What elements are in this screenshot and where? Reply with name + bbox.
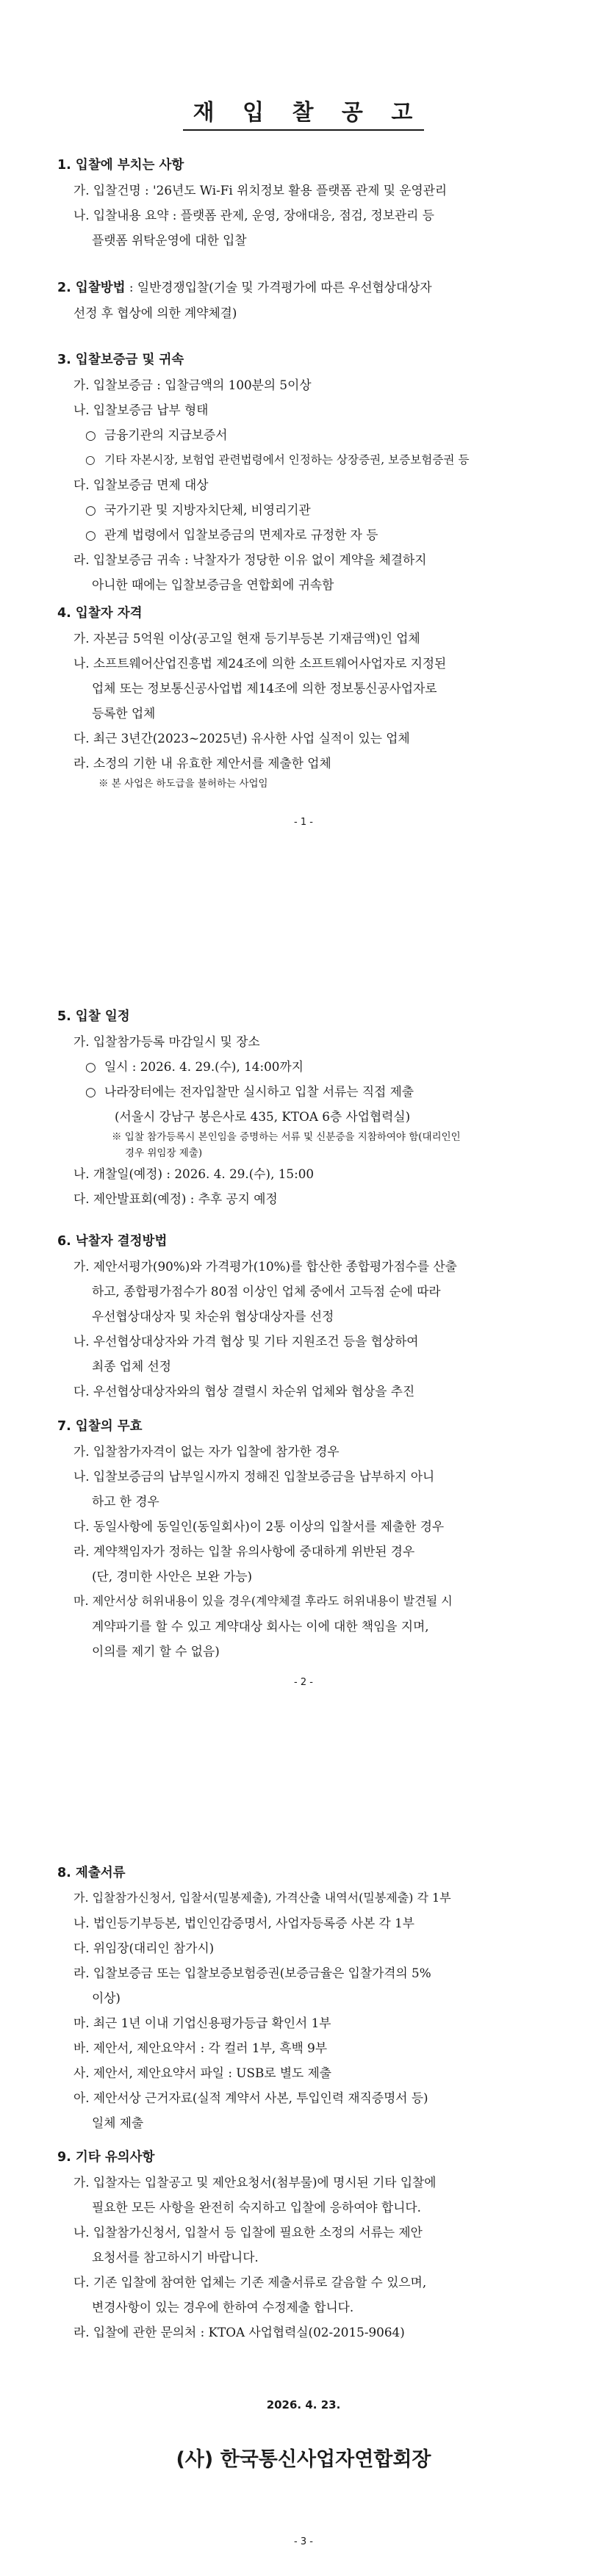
- s5-item-a: 가. 입찰참가등록 마감일시 및 장소: [73, 1034, 260, 1049]
- s9-item-b-cont: 요청서를 참고하시기 바랍니다.: [92, 2250, 259, 2265]
- page-number: - 2 -: [294, 1677, 313, 1688]
- s5-item-c: 다. 제안발표회(예정) : 추후 공지 예정: [73, 1191, 278, 1206]
- section-6: [57, 1229, 572, 1404]
- s3-b1-text: 금융기관의 지급보증서: [104, 427, 228, 442]
- s3-item-c2: [57, 522, 572, 547]
- s5-item-a2-cont: (서울시 강남구 봉은사로 435, KTOA 6층 사업협력실): [115, 1109, 411, 1124]
- circle-bullet-icon: ○: [85, 1059, 96, 1074]
- s2-text: : 일반경쟁입찰(기술 및 가격평가에 따른 우선협상대상자: [125, 280, 432, 295]
- section-3-heading: 3. 입찰보증금 및 귀속: [57, 353, 184, 367]
- s7-item-c: 다. 동일사항에 동일인(동일회사)이 2통 이상의 입찰서를 제출한 경우: [73, 1519, 445, 1534]
- s1-item-a: 가. 입찰건명 : '26년도 Wi-Fi 위치정보 활용 플랫폼 관제 및 운영관리: [73, 183, 448, 198]
- s5-item-b: 나. 개찰일(예정) : 2026. 4. 29.(수), 15:00: [73, 1166, 315, 1181]
- s6-item-a: 가. 제안서평가(90%)와 가격평가(10%)를 합산한 종합평가점수를 산출: [73, 1259, 457, 1274]
- s8-item-h-cont: 일체 제출: [92, 2115, 144, 2130]
- s7-item-d: 라. 계약책임자가 정하는 입찰 유의사항에 중대하게 위반된 경우: [73, 1544, 415, 1559]
- s6-item-c: 다. 우선협상대상자와의 협상 결렬시 차순위 업체와 협상을 추진: [73, 1384, 415, 1399]
- circle-bullet-icon: ○: [85, 527, 96, 542]
- s5-item-a1: [57, 1054, 572, 1079]
- s9-item-d: 라. 입찰에 관한 문의처 : KTOA 사업협력실(02-2015-9064): [73, 2325, 405, 2339]
- s4-item-c: 다. 최근 3년간(2023~2025년) 유사한 사업 실적이 있는 업체: [73, 731, 410, 746]
- s5-note-1: ※ 입찰 참가등록시 본인임을 증명하는 서류 및 신분증을 지참하여야 함(대리인인: [112, 1131, 461, 1143]
- s8-item-a: 가. 입찰참가신청서, 입찰서(밀봉제출), 가격산출 내역서(밀봉제출) 각 1부: [73, 1891, 451, 1905]
- s6-item-a-cont2: 우선협상대상자 및 차순위 협상대상자를 선정: [92, 1309, 334, 1324]
- section-9: [57, 2145, 572, 2345]
- s3-item-c: 다. 입찰보증금 면제 대상: [73, 477, 209, 492]
- s9-item-c: 다. 기존 입찰에 참여한 업체는 기존 제출서류로 갈음할 수 있으며,: [73, 2275, 427, 2290]
- section-7: [57, 1414, 572, 1664]
- s4-item-b: 나. 소프트웨어산업진흥법 제24조에 의한 소프트웨어사업자로 지정된: [73, 656, 447, 671]
- circle-bullet-icon: ○: [85, 427, 96, 442]
- s3-item-b1: [57, 422, 572, 447]
- s7-item-e: 마. 제안서상 허위내용이 있을 경우(계약체결 후라도 허위내용이 발견될 시: [73, 1594, 453, 1608]
- s6-item-b-cont: 최종 업체 선정: [92, 1359, 171, 1374]
- section-5: [57, 1004, 572, 1211]
- s8-item-c: 다. 위임장(대리인 참가시): [73, 1941, 215, 1955]
- s7-item-e-cont2: 이의를 제기 할 수 없음): [92, 1644, 220, 1659]
- section-3: [57, 347, 572, 597]
- s3-item-c1: [57, 497, 572, 522]
- section-2: [57, 275, 572, 325]
- s8-item-d-cont: 이상): [92, 1991, 121, 2005]
- s7-item-b-cont: 하고 한 경우: [92, 1494, 159, 1509]
- s2-cont: 선정 후 협상에 의한 계약체결): [73, 306, 237, 320]
- section-4: [57, 601, 572, 792]
- circle-bullet-icon: ○: [85, 502, 96, 517]
- s3-b2-text: 기타 자본시장, 보험업 관련법령에서 인정하는 상장증권, 보증보험증권 등: [104, 453, 470, 466]
- s9-item-b: 나. 입찰참가신청서, 입찰서 등 입찰에 필요한 소정의 서류는 제안: [73, 2225, 423, 2240]
- s1-item-b: 나. 입찰내용 요약 : 플랫폼 관제, 운영, 장애대응, 점검, 정보관리 등: [73, 208, 434, 223]
- s8-item-e: 마. 최근 1년 이내 기업신용평가등급 확인서 1부: [73, 2016, 331, 2030]
- s9-item-a-cont1: 필요한 모든 사항을 완전히 숙지하고 입찰에 응하여야 합니다.: [92, 2200, 421, 2215]
- s3-item-b: 나. 입찰보증금 납부 형태: [73, 403, 209, 417]
- s4-item-b-cont1: 업체 또는 정보통신공사업법 제14조에 의한 정보통신공사업자로: [92, 681, 437, 696]
- s5-item-a2: [57, 1079, 572, 1104]
- section-2-heading: 2. 입찰방법: [57, 281, 126, 295]
- section-5-heading: 5. 입찰 일정: [57, 1009, 130, 1024]
- document-title: 재 입 찰 공 고: [0, 94, 607, 131]
- s5-a2-text: 나라장터에는 전자입찰만 실시하고 입찰 서류는 직접 제출: [104, 1084, 414, 1099]
- s9-item-c-cont: 변경사항이 있는 경우에 한하여 수정제출 합니다.: [92, 2300, 354, 2315]
- s7-item-a: 가. 입찰참가자격이 없는 자가 입찰에 참가한 경우: [73, 1444, 340, 1459]
- page-number: - 3 -: [294, 2536, 313, 2547]
- s8-item-f: 바. 제안서, 제안요약서 : 각 컬러 1부, 흑백 9부: [73, 2041, 328, 2055]
- s3-item-d-cont: 아니한 때에는 입찰보증금을 연합회에 귀속함: [92, 577, 334, 592]
- s2-line: [57, 275, 572, 300]
- circle-bullet-icon: ○: [85, 1084, 96, 1099]
- page-number: - 1 -: [294, 817, 313, 828]
- s5-note-2: 경우 위임장 제출): [125, 1147, 203, 1159]
- s3-c2-text: 관계 법령에서 입찰보증금의 면제자로 규정한 자 등: [104, 527, 378, 542]
- s6-item-a-cont1: 하고, 종합평가점수가 80점 이상인 업체 중에서 고득점 순에 따라: [92, 1284, 441, 1299]
- section-1-heading: 1. 입찰에 부치는 사항: [57, 158, 184, 173]
- section-1: [57, 153, 572, 253]
- s8-item-d: 라. 입찰보증금 또는 입찰보증보험증권(보증금율은 입찰가격의 5%: [73, 1966, 431, 1980]
- s5-a1-text: 일시 : 2026. 4. 29.(수), 14:00까지: [104, 1059, 304, 1074]
- s4-item-b-cont2: 등록한 업체: [92, 706, 156, 721]
- section-7-heading: 7. 입찰의 무효: [57, 1419, 143, 1434]
- s6-item-b: 나. 우선협상대상자와 가격 협상 및 기타 지원조건 등을 협상하여: [73, 1334, 419, 1349]
- s3-c1-text: 국가기관 및 지방자치단체, 비영리기관: [104, 502, 311, 517]
- s7-item-b: 나. 입찰보증금의 납부일시까지 정해진 입찰보증금을 납부하지 아니: [73, 1469, 435, 1484]
- section-4-heading: 4. 입찰자 자격: [57, 606, 143, 621]
- section-6-heading: 6. 낙찰자 결정방법: [57, 1234, 168, 1249]
- s7-item-d-cont: (단, 경미한 사안은 보완 가능): [92, 1569, 253, 1584]
- circle-bullet-icon: ○: [85, 453, 96, 466]
- section-9-heading: 9. 기타 유의사항: [57, 2150, 155, 2165]
- s4-item-d: 라. 소정의 기한 내 유효한 제안서를 제출한 업체: [73, 756, 331, 771]
- s8-item-g: 사. 제안서, 제안요약서 파일 : USB로 별도 제출: [73, 2066, 332, 2080]
- s4-item-a: 가. 자본금 5억원 이상(공고일 현재 등기부등본 기재금액)인 업체: [73, 631, 420, 646]
- section-8-heading: 8. 제출서류: [57, 1866, 126, 1880]
- announcement-date: 2026. 4. 23.: [266, 2398, 341, 2411]
- issuing-organization: (사) 한국통신사업자연합회장: [176, 2448, 431, 2471]
- s8-item-b: 나. 법인등기부등본, 법인인감증명서, 사업자등록증 사본 각 1부: [73, 1916, 414, 1930]
- s4-note: ※ 본 사업은 하도급을 불허하는 사업임: [98, 778, 268, 790]
- s8-item-h: 아. 제안서상 근거자료(실적 계약서 사본, 투입인력 재직증명서 등): [73, 2090, 428, 2105]
- s3-item-b2: [57, 447, 572, 472]
- section-8: [57, 1861, 572, 2135]
- s3-item-a: 가. 입찰보증금 : 입찰금액의 100분의 5이상: [73, 378, 312, 392]
- s7-item-e-cont1: 계약파기를 할 수 있고 계약대상 회사는 이에 대한 책임을 지며,: [92, 1619, 429, 1634]
- s1-item-b-cont: 플랫폼 위탁운영에 대한 입찰: [92, 233, 247, 248]
- s9-item-a: 가. 입찰자는 입찰공고 및 제안요청서(첨부물)에 명시된 기타 입찰에: [73, 2175, 437, 2190]
- s3-item-d: 라. 입찰보증금 귀속 : 낙찰자가 정당한 이유 없이 계약을 체결하지: [73, 552, 427, 567]
